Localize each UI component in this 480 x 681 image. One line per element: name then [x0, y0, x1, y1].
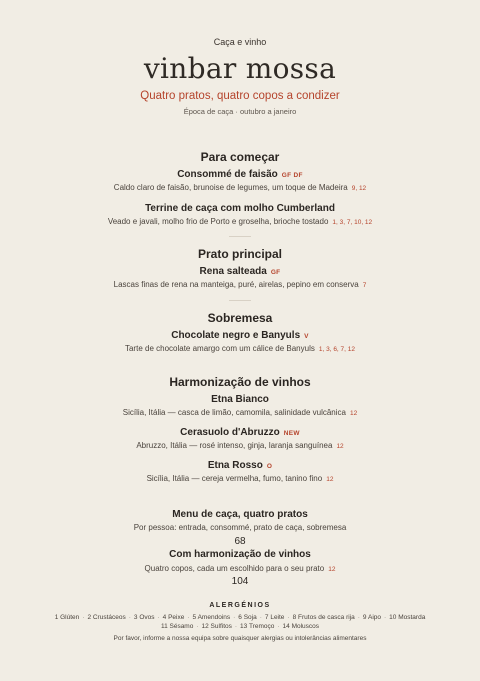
- allergen-codes: 1, 3, 7, 10, 12: [332, 219, 373, 226]
- wine-desc-text: Sicília, Itália — casca de limão, camomila, salinidade vulcânica: [122, 408, 346, 417]
- allergen-codes: 1, 3, 6, 7, 12: [318, 346, 355, 353]
- kicker: Caça e vinho: [213, 37, 267, 47]
- separator-dot: ·: [234, 623, 238, 630]
- organic-badge: O: [266, 463, 273, 470]
- dish-name: [0, 203, 480, 214]
- set-menu-title: Menu de caça, quatro pratos: [172, 509, 308, 520]
- section-heading-dessert: Sobremesa: [207, 311, 273, 325]
- wine-desc-text: Sicília, Itália — cereja vermelha, fumo, tanino fino: [146, 474, 323, 483]
- allergen-item: 8 Frutos de casca rija: [292, 614, 355, 621]
- allergen-item: 5 Amendoins: [192, 614, 231, 621]
- section-heading-main: Prato principal: [197, 247, 283, 261]
- new-badge: NEW: [283, 430, 300, 437]
- allergen-codes: 9, 12: [351, 185, 367, 192]
- separator-dot: ·: [157, 614, 160, 621]
- separator-dot: ·: [128, 614, 131, 621]
- dish-title: Terrine de caça com molho Cumberland: [145, 203, 335, 214]
- allergens-title: ALERGÉNIOS: [209, 602, 271, 609]
- dish-name: [0, 169, 480, 180]
- wine-name: [0, 427, 480, 438]
- divider: [229, 300, 251, 301]
- pairing-title: Com harmonização de vinhos: [169, 549, 311, 560]
- allergen-list-row-2: [0, 623, 480, 630]
- dish-description: [0, 217, 480, 226]
- dish-name: [0, 266, 480, 277]
- dish-name: [0, 330, 480, 341]
- dish-desc-text: Veado e javali, molho frio de Porto e groselha, brioche tostado: [107, 217, 329, 226]
- allergen-item: 3 Ovos: [133, 614, 155, 621]
- dish-description: [0, 344, 480, 353]
- dish-title: Chocolate negro e Banyuls: [171, 330, 301, 341]
- allergen-item: 10 Mostarda: [389, 614, 426, 621]
- set-menu-price: 68: [234, 536, 246, 547]
- separator-dot: ·: [82, 614, 85, 621]
- dish-description: [0, 183, 480, 192]
- separator-dot: ·: [187, 614, 190, 621]
- wine-name: [0, 394, 480, 405]
- dish-description: [0, 280, 480, 289]
- separator-dot: ·: [384, 614, 387, 621]
- allergen-codes: 12: [336, 443, 344, 450]
- divider: [229, 236, 251, 237]
- dish-title: Consommé de faisão: [177, 169, 278, 180]
- section-heading-starters: Para começar: [200, 150, 280, 164]
- separator-dot: ·: [259, 614, 262, 621]
- wine-name: [0, 460, 480, 471]
- allergen-item: 2 Crustáceos: [87, 614, 126, 621]
- separator-dot: ·: [287, 614, 290, 621]
- allergen-item: 4 Peixe: [162, 614, 185, 621]
- section-heading-wines: Harmonização de vinhos: [169, 375, 311, 389]
- wine-description: [0, 474, 480, 483]
- allergen-codes: 12: [349, 410, 358, 417]
- diet-tags: GF DF: [281, 172, 303, 179]
- wine-title: Cerasuolo d'Abruzzo: [180, 427, 280, 438]
- allergen-item: 6 Soja: [238, 614, 257, 621]
- restaurant-title: vinbar mossa: [143, 52, 337, 85]
- pairing-desc-text: Quatro copos, cada um escolhido para o seu prato: [144, 564, 325, 573]
- pairing-price: 104: [231, 576, 249, 587]
- diet-tags: GF: [270, 269, 281, 276]
- allergen-item: 14 Moluscos: [282, 623, 320, 630]
- allergen-item: 13 Tremoço: [240, 623, 275, 630]
- allergen-codes: 12: [328, 566, 336, 573]
- wine-title: Etna Bianco: [211, 394, 269, 405]
- separator-dot: ·: [357, 614, 360, 621]
- dish-desc-text: Lascas finas de rena na manteiga, puré, airelas, pepino em conserva: [113, 280, 359, 289]
- dish-desc-text: Tarte de chocolate amargo com um cálice de Banyuls: [124, 344, 315, 353]
- wine-title: Etna Rosso: [207, 460, 263, 471]
- wine-desc-text: Abruzzo, Itália — rosé intenso, ginja, laranja sanguínea: [136, 441, 333, 450]
- separator-dot: ·: [277, 623, 280, 630]
- allergen-item: 11 Sésamo: [160, 623, 194, 630]
- allergen-list-row-1: [0, 614, 480, 621]
- set-menu-description: Por pessoa: entrada, consommé, prato de caça, sobremesa: [133, 523, 347, 532]
- allergen-item: 9 Aipo: [362, 614, 381, 621]
- pairing-description: [0, 564, 480, 573]
- wine-description: [0, 408, 480, 417]
- dish-desc-text: Caldo claro de faisão, brunoise de legumes, um toque de Madeira: [113, 183, 348, 192]
- allergen-item: 7 Leite: [264, 614, 285, 621]
- dish-title: Rena salteada: [199, 266, 267, 277]
- menu-subtitle: Quatro pratos, quatro copos a condizer: [140, 90, 340, 102]
- allergy-footnote: Por favor, informe a nossa equipa sobre quaisquer alergias ou intolerâncias alimentares: [113, 635, 367, 642]
- allergen-codes: 12: [326, 476, 334, 483]
- wine-description: [0, 441, 480, 450]
- allergen-item: 1 Glúten: [54, 614, 80, 621]
- separator-dot: ·: [196, 623, 199, 630]
- diet-tags: V: [304, 333, 309, 340]
- allergen-codes: 7: [362, 282, 367, 289]
- separator-dot: ·: [233, 614, 236, 621]
- allergen-item: 12 Sulfitos: [201, 623, 232, 630]
- season-note: Época de caça · outubro a janeiro: [183, 107, 297, 116]
